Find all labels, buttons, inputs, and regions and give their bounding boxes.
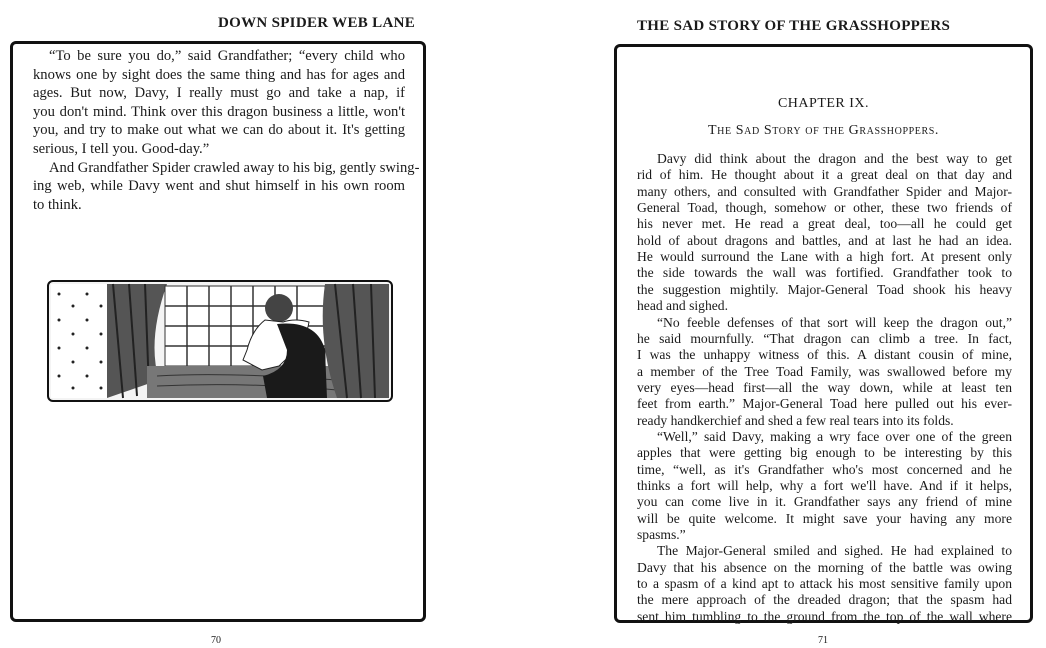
text-line: very eyes—head first—all the way down, while at least ten — [637, 379, 1012, 395]
text-line: I was the unhappy witness of this. A distant cousin of mine, — [637, 347, 1012, 363]
text-line: knows one by sight does the same thing and has for ages and — [33, 66, 405, 83]
chapter-title: The Sad Story of the Grasshoppers. — [707, 123, 940, 138]
text-line: spasms.” — [637, 527, 686, 543]
page-number-right: 71 — [818, 635, 828, 646]
text-line: many others, and consulted with Grandfather Spider and Major- — [637, 183, 1012, 199]
text-line: And Grandfather Spider crawled away to his big, gently swing- — [49, 159, 420, 176]
text-line: The Major-General smiled and sighed. He had explained to — [657, 543, 1012, 559]
text-line: feet from earth.” Major-General Toad here pulled out his ever- — [637, 396, 1012, 412]
page-number-left: 70 — [211, 635, 221, 646]
text-line: Davy that his absence on the morning of the battle was owing — [637, 559, 1012, 575]
text-line: time, “well, as it's Grandfather who's most concerned and he — [637, 461, 1012, 477]
text-line: He would surround the Lane with a high fort. At present only — [637, 249, 1012, 265]
text-line: “No feeble defenses of that sort will keep the dragon out,” — [657, 314, 1012, 330]
text-line: head and sighed. — [637, 298, 728, 314]
text-line: General Toad, though, somehow or other, these two friends of — [637, 200, 1012, 216]
running-head-right: THE SAD STORY OF THE GRASSHOPPERS — [637, 18, 951, 34]
text-line: a member of the Tree Toad Family, was swallowed before my — [637, 363, 1012, 379]
text-line: sent him tumbling to the ground from the top of the wall where — [637, 608, 1012, 624]
text-line: the suggestion mightily. Major-General Toad shook his heavy — [637, 281, 1012, 297]
text-line: thinks a fort will help, why a fort we'll have. And if it helps, — [637, 478, 1012, 493]
text-line: his never met. He read a great deal, too—all he could get — [637, 216, 1012, 232]
text-line: you can come live in it. Grandfather says any friend of mine — [637, 494, 1012, 510]
text-line: apples that were getting big enough to be interesting by this — [637, 445, 1012, 461]
text-line: ready handkerchief and shed a few real tears into its folds. — [637, 412, 954, 428]
text-line: “Well,” said Davy, making a wry face over one of the green — [657, 428, 1012, 444]
text-line: hold of about dragons and battles, and at last he had an idea. — [637, 232, 1012, 248]
text-line: the side towards the wall was fortified. Grandfather took to — [637, 265, 1012, 281]
text-line: “To be sure you do,” said Grandfather; “every child who — [49, 48, 405, 64]
text-line: to a spasm of a kind apt to attack his most sensitive family upon — [637, 576, 1012, 592]
text-line: ing web, while Davy went and shut himself in his own room — [33, 178, 405, 195]
text-line: you, and try to make out what we can do about it. It's getting — [33, 122, 405, 139]
chapter-number: CHAPTER IX. — [777, 96, 870, 111]
text-line: ages. But now, Davy, I really must go and take a nap, if — [33, 85, 405, 102]
running-head-left: DOWN SPIDER WEB LANE — [218, 15, 416, 31]
text-line: rid of him. He thought about it a great deal on that day and — [637, 167, 1012, 183]
text-line: he said mournfully. “That dragon can climb a tree. In fact, — [637, 330, 1012, 346]
text-line: serious, I tell you. Good-day.” — [33, 141, 210, 157]
boy-at-window-illustration — [47, 280, 393, 402]
text-line: will be quite welcome. It might save your having any more — [637, 510, 1012, 526]
text-line: to think. — [33, 196, 82, 213]
text-line: Davy did think about the dragon and the best way to get — [657, 151, 1012, 166]
text-line: the mere approach of the dreaded dragon; that the spasm had — [637, 592, 1012, 608]
text-line: you don't mind. Think over this dragon business a little, won't — [33, 103, 405, 120]
